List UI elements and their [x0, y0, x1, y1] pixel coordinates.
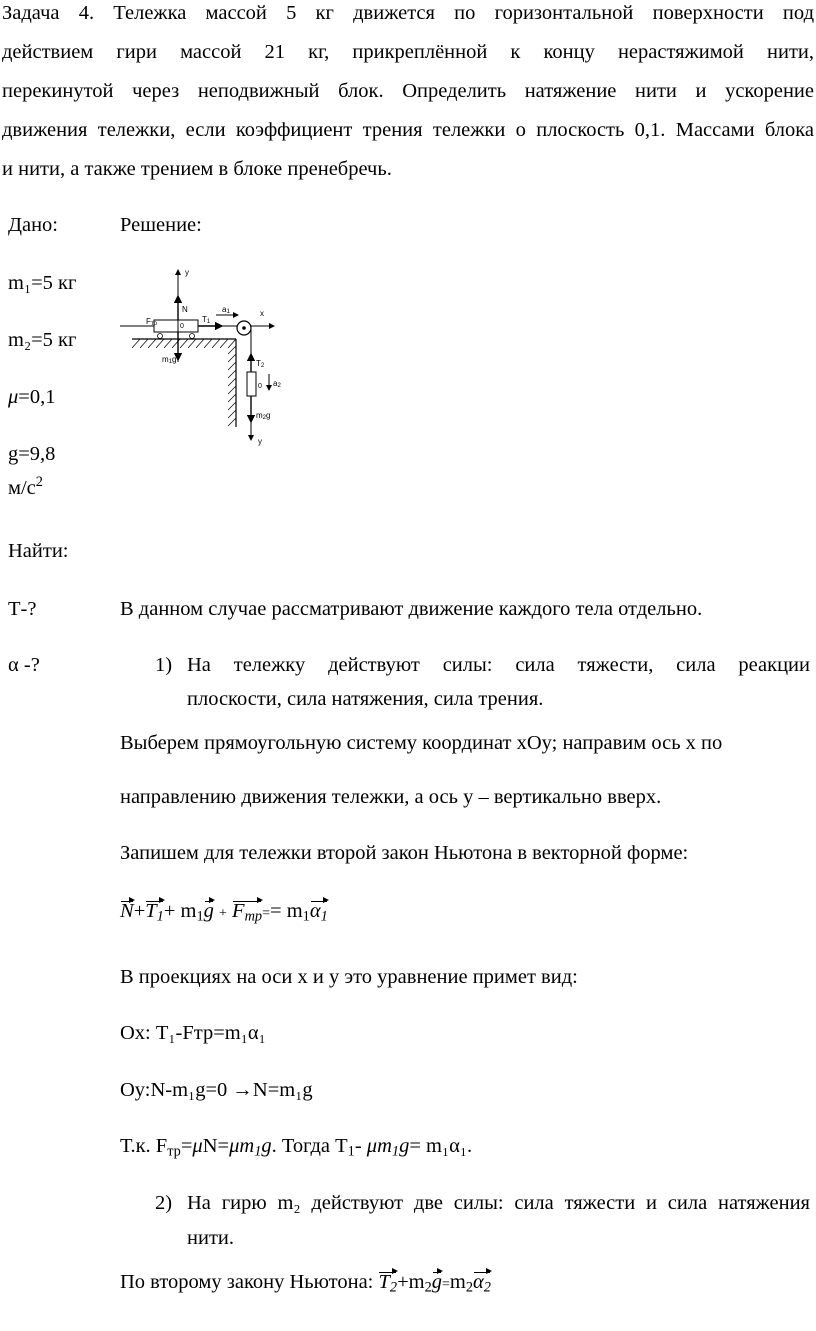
given-m2: m₂=5 кг: [8, 329, 77, 351]
item1-line1: На тележку действуют силы: сила тяжести, сила реакции: [187, 654, 810, 676]
pulley-axle: [242, 326, 246, 330]
problem-line-5: и нити, а также трением в блоке пренебречь.: [2, 158, 392, 180]
problem-line-3: перекинутой через неподвижный блок. Определить натяжение нити и ускорение: [2, 80, 814, 102]
find-a: α -?: [8, 654, 40, 676]
solution-intro: В данном случае рассматривают движение каждого тела отдельно.: [120, 598, 703, 620]
find-t: Т-?: [8, 598, 37, 620]
newton-vector-equation: $N+T_1+ m_1g + F_{тр}== m_1\alpha_1$: [120, 900, 328, 925]
eq-ox: Ох: Т₁-Fтр=m₁α₁: [120, 1022, 266, 1044]
wall-hatching: [228, 346, 236, 426]
origin1-label: 0: [180, 323, 184, 330]
table-hatching: [132, 339, 236, 348]
y-axis-top-label: y: [185, 268, 189, 277]
physics-diagram: [118, 262, 293, 452]
cart-wheel-left: [158, 334, 163, 339]
coords-line2: направлению движения тележки, а ось у – вертикально вверх.: [120, 786, 662, 808]
mu-symbol: μ: [8, 386, 19, 408]
given-heading: Дано:: [8, 214, 58, 236]
problem-line-2: действием гири массой 21 кг, прикреплённой к концу нерастяжимой нити,: [2, 41, 814, 63]
mu-value: =0,1: [18, 386, 56, 408]
f-tr-label: Fтр: [146, 317, 157, 327]
a2-label: a2: [273, 379, 281, 389]
problem-line-1: Задача 4. Тележка массой 5 кг движется по горизонтальной поверхности под: [2, 2, 814, 24]
y-axis-bottom-label: y: [258, 437, 262, 446]
item2-line1: На гирю m₂ действуют две силы: сила тяжести и сила натяжения: [187, 1192, 810, 1214]
problem-line-4: движения тележки, если коэффициент трения тележки о плоскость 0,1. Массами блока: [2, 119, 814, 141]
origin2-label: 0: [258, 383, 262, 390]
item1-line2: плоскости, сила натяжения, сила трения.: [187, 688, 544, 710]
m1g-label: m1g: [162, 355, 177, 365]
given-g: g=9,8: [8, 443, 56, 465]
solution-heading: Решение:: [120, 214, 202, 236]
projection-intro: В проекциях на оси х и у это уравнение примет вид:: [120, 966, 578, 988]
find-heading: Найти:: [8, 540, 69, 562]
friction-equation: Т.к. $F_{тр}=\mu N=\mu m_1g$. Тогда $Т_1-$ $\mu m_1g= m_1\alpha_1$.: [120, 1135, 473, 1160]
hanging-weight: [247, 372, 256, 396]
m2g-label: m2g: [256, 411, 271, 421]
item2-number: 2): [155, 1192, 173, 1214]
given-m1: m₁=5 кг: [8, 272, 77, 294]
a1-label: a1: [222, 305, 230, 315]
n-label: N: [182, 305, 188, 314]
eq-oy: Оу:N-m₁g=0 →N=m₁g: [120, 1079, 313, 1101]
newton-intro: Запишем для тележки второй закон Ньютона в векторной форме:: [120, 842, 689, 864]
t2-label: T2: [256, 359, 265, 369]
x-axis-label: x: [260, 309, 264, 318]
t1-label: T1: [202, 315, 211, 325]
given-g-units: $м/с^2$: [8, 474, 43, 499]
coords-line1: Выберем прямоугольную систему координат хОу; направим ось х по: [120, 732, 723, 754]
given-mu: [8, 386, 55, 409]
cart-wheel-right: [190, 334, 195, 339]
newton2-equation: По второму закону Ньютона: $T_2+m_2g=m_2\alpha_2$: [120, 1271, 491, 1296]
cart: [154, 320, 198, 332]
item1-number: 1): [155, 654, 173, 676]
item2-line2: нити.: [187, 1227, 234, 1249]
